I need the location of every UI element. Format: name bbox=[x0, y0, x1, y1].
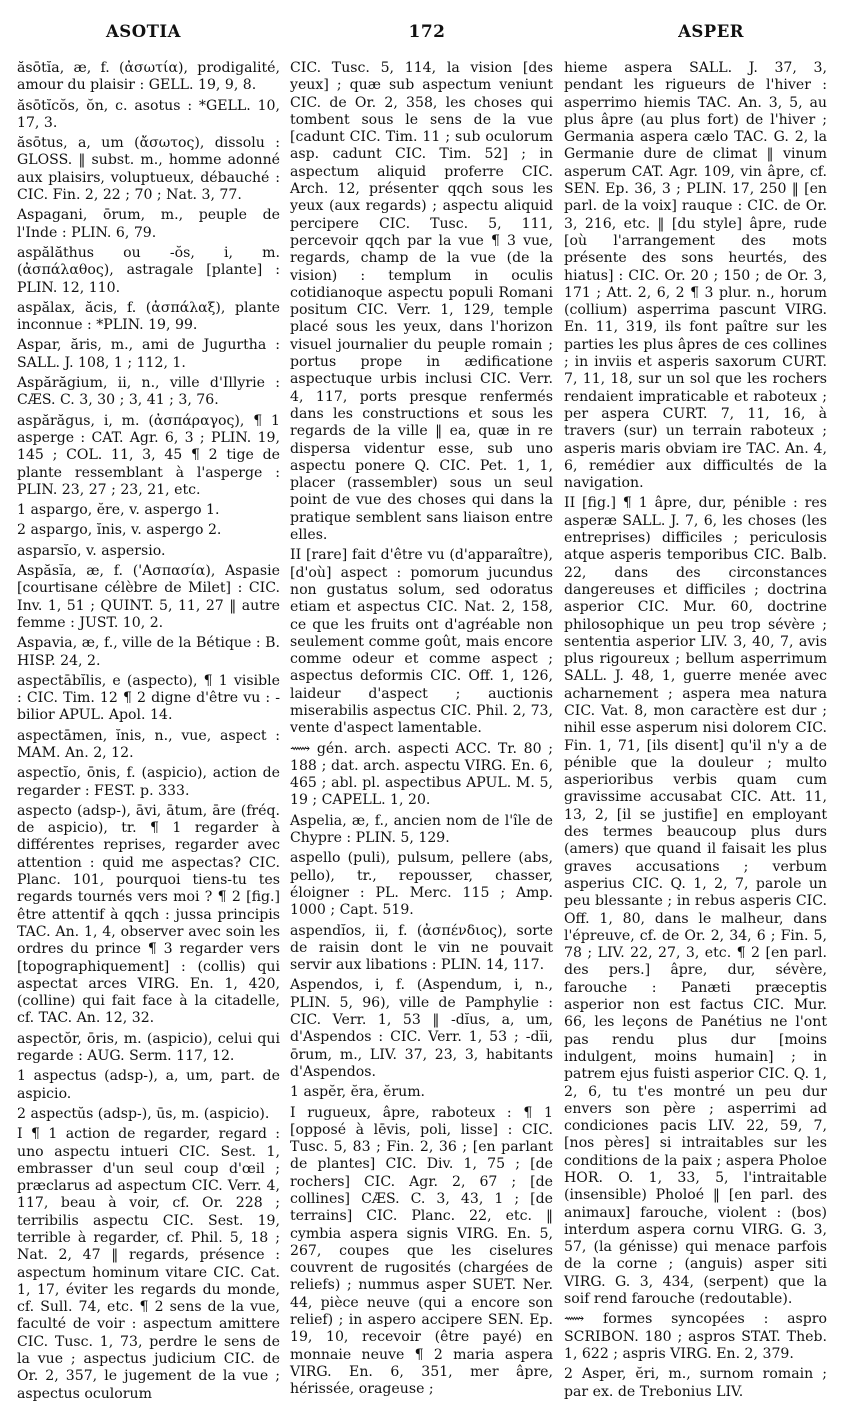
entry: aspello (puli), pulsum, pellere (abs, pello), tr., repousser, chasser, éloigner : PL. Merc. 115 ; Amp. 1000 ; Capt. 519. bbox=[290, 850, 553, 919]
entry: Aspendos, i, f. (Aspendum, i, n., PLIN. 5, 96), ville de Pamphylie : CIC. Verr. 1, 53 ‖ -dĭus, a, um, d'Aspendos : CIC. Verr. 1, 53 ; -dĭi, ōrum, m., LIV. 37, 23, 3, habitants d'Aspendos. bbox=[290, 977, 553, 1080]
entry: aspărăgus, i, m. (ἀσπάραγος), ¶ 1 asperge : CAT. Agr. 6, 3 ; PLIN. 19, 145 ; COL. 11, 3, 45 ¶ 2 tige de plante ressemblant à l'asperge : PLIN. 23, 27 ; 23, 21, etc. bbox=[17, 412, 280, 498]
entry: Aspavia, æ, f., ville de la Bétique : B. HISP. 24, 2. bbox=[17, 635, 280, 669]
entry: Aspelia, æ, f., ancien nom de l'île de Chypre : PLIN. 5, 129. bbox=[290, 812, 553, 847]
entry: CIC. Tusc. 5, 114, la vision [des yeux] ; quæ sub aspectum veniunt CIC. de Or. 2, 358, les choses qui tombent sous le sens de la vue [cadunt CIC. Tim. 11 ; sub oculorum asp. cadunt CIC. Tim. 52] ; in aspectum aliquid proferre CIC. Arch. 12, présenter qqch sous les yeux (aux regards) ; aspectu aliquid percipere CIC. Tusc. 5, 111, percevoir qqch par la vue ¶ 3 vue, regards, champ de la vue (de la vision) : templum in oculis cotidianoque aspectu populi Romani positum CIC. Verr. 1, 129, temple placé sous les yeux, dans l'horizon visuel journalier du peuple romain ; portus prope in ædificatione aspectuque urbis inclusi CIC. Verr. 4, 117, ports presque renfermés dans les constructions et sous les regards de la ville ‖ ea, quæ in re dispersa videntur esse, sub uno aspectu ponere Q. CIC. Pet. 1, 1, placer (rassembler) sous un seul point de vue des choses qui dans la pratique semblent sans liaison entre elles. bbox=[290, 60, 553, 544]
entry: ⟿ formes syncopées : aspro SCRIBON. 180 ; aspros STAT. Theb. 1, 622 ; aspris VIRG. En. 2, 379. bbox=[564, 1311, 827, 1362]
entry: 2 aspectŭs (adsp-), ūs, m. (aspicio). bbox=[17, 1105, 270, 1122]
entry: ăsōtĭcŏs, ŏn, c. asotus : *GELL. 10, 17, 3. bbox=[17, 97, 280, 131]
entry: asparsĭo, v. aspersio. bbox=[17, 542, 166, 559]
page-number: 172 bbox=[408, 22, 446, 42]
entry: ăsōtus, a, um (ἄσωτος), dissolu : GLOSS. ‖ subst. m., homme adonné aux plaisirs, voluptueux, débauché : CIC. Fin. 2, 22 ; 70 ; Nat. 3, 77. bbox=[17, 135, 280, 204]
column-3 bbox=[564, 60, 827, 1400]
running-head-left: ASOTIA bbox=[106, 22, 181, 41]
entry: aspectĭo, ōnis, f. (aspicio), action de regarder : FEST. p. 333. bbox=[17, 765, 280, 799]
running-head-right: ASPER bbox=[678, 22, 744, 41]
entry: aspectāmen, ĭnis, n., vue, aspect : MAM. An. 2, 12. bbox=[17, 727, 280, 761]
entry: aspecto (adsp-), āvi, ātum, āre (fréq. de aspicio), tr. ¶ 1 regarder à différentes reprises, regarder avec attention : quid me aspectas? CIC. Planc. 101, pourquoi tiens-tu tes regards tournés vers moi ? ¶ 2 [fig.] être attentif à qqch : jussa principis TAC. An. 1, 4, observer avec soin les ordres du prince ¶ 3 regarder vers [topographiquement] : (collis) qui aspectat arces VIRG. En. 1, 420, (colline) qui fait face à la citadelle, cf. TAC. An. 12, 32. bbox=[17, 802, 280, 1027]
column-2 bbox=[290, 60, 553, 1398]
entry: I rugueux, âpre, raboteux : ¶ 1 [opposé à lēvis, poli, lisse] : CIC. Tusc. 5, 83 ; Fin. 2, 36 ; [en parlant de plantes] CIC. Div. 1, 75 ; [de rochers] CIC. Agr. 2, 67 ; [de collines] CÆS. C. 3, 43, 1 ; [de terrains] CIC. Planc. 22, etc. ‖ cymbia aspera signis VIRG. En. 5, 267, coupes que les ciselures couvrent de rugosités (chargées de reliefs) ; nummus asper SUET. Ner. 44, pièce neuve (qui a encore son relief) ; in aspero accipere SEN. Ep. 19, 10, recevoir (être payé) en monnaie neuve ¶ 2 maria aspera VIRG. En. 6, 351, mer âpre, hérissée, orageuse ; bbox=[290, 1104, 553, 1398]
entry: Aspărăgium, ii, n., ville d'Illyrie : CÆS. C. 3, 30 ; 3, 41 ; 3, 76. bbox=[17, 375, 280, 409]
entry: II [rare] fait d'être vu (d'apparaître), [d'où] aspect : pomorum jucundus non gustatus solum, sed odoratus etiam et aspectus CIC. Nat. 2, 158, ce que les fruits ont d'agréable non seulement comme goût, mais encore comme odeur et comme aspect ; aspectus deformis CIC. Off. 1, 126, laideur d'aspect ; auctionis miserabilis aspectus CIC. Phil. 2, 73, vente d'aspect lamentable. bbox=[290, 547, 553, 737]
entry: 1 aspĕr, ĕra, ĕrum. bbox=[290, 1084, 426, 1101]
entry: 2 aspargo, ĭnis, v. aspergo 2. bbox=[17, 522, 222, 539]
entry: aspectŏr, ōris, m. (aspicio), celui qui regarde : AUG. Serm. 117, 12. bbox=[17, 1030, 280, 1065]
entry: I ¶ 1 action de regarder, regard : uno aspectu intueri CIC. Sest. 1, embrasser d'un seul coup d'œil ; præclarus ad aspectum CIC. Verr. 4, 117, beau à voir, cf. Or. 228 ; terribilis aspectu CIC. Sest. 19, terrible à regarder, cf. Phil. 5, 18 ; Nat. 2, 47 ‖ regards, présence : aspectum hominum vitare CIC. Cat. 1, 17, éviter les regards du monde, cf. Sull. 74, etc. ¶ 2 sens de la vue, faculté de voir : aspectum amittere CIC. Tusc. 1, 73, perdre le sens de la vue ; aspectus judicium CIC. de Or. 2, 357, le jugement de la vue ; aspectus oculorum bbox=[17, 1126, 280, 1402]
page-header bbox=[0, 0, 854, 58]
entry: 1 aspargo, ĕre, v. aspergo 1. bbox=[17, 502, 220, 519]
entry: 1 aspectus (adsp-), a, um, part. de aspicio. bbox=[17, 1068, 280, 1102]
column-1 bbox=[17, 60, 280, 1402]
entry: Aspagani, ōrum, m., peuple de l'Inde : PLIN. 6, 79. bbox=[17, 207, 280, 241]
entry: ăsōtĭa, æ, f. (ἀσωτία), prodigalité, amour du plaisir : GELL. 19, 9, 8. bbox=[17, 60, 280, 94]
entry: hieme aspera SALL. J. 37, 3, pendant les rigueurs de l'hiver : asperrimo hiemis TAC. An. 3, 5, au plus âpre (au plus fort) de l'hiver ; Germania aspera cælo TAC. G. 2, la Germanie dure de climat ‖ vinum asperum CAT. Agr. 109, vin âpre, cf. SEN. Ep. 36, 3 ; PLIN. 17, 250 ‖ [en parl. de la voix] rauque : CIC. de Or. 3, 216, etc. ‖ [du style] âpre, rude [où l'arrangement des mots présente des sons heurtés, des hiatus] : CIC. Or. 20 ; 150 ; de Or. 3, 171 ; Att. 2, 6, 2 ¶ 3 plur. n., horum (collium) asperrima pascunt VIRG. En. 11, 319, ils font paître sur les parties les plus âpres de ces collines ; in inviis et asperis saxorum CURT. 7, 11, 18, sur un sol que les rochers rendaient impraticable et raboteux ; per aspera CURT. 7, 11, 16, à travers (sur) un terrain raboteux ; asperis maris obviam ire TAC. An. 4, 6, remédier aux difficultés de la navigation. bbox=[564, 60, 827, 492]
entry: II [fig.] ¶ 1 âpre, dur, pénible : res asperæ SALL. J. 7, 6, les choses (les entreprises) difficiles ; periculosis atque asperis temporibus CIC. Balb. 22, dans des circonstances dangereuses et difficiles ; doctrina asperior CIC. Mur. 60, doctrine philosophique un peu trop sévère ; sententia asperior LIV. 3, 40, 7, avis plus rigoureux ; bellum asperrimum SALL. J. 48, 1, guerre menée avec acharnement ; aspera mea natura CIC. Vat. 8, mon caractère est dur ; nihil esse asperum nisi dolorem CIC. Fin. 1, 71, [ils disent] qu'il n'y a de pénible que la douleur ; multo asperioribus verbis quam cum gravissime accusabat CIC. Att. 11, 13, 2, [il se justifie] en employant des termes beaucoup plus durs (amers) que quand il faisait les plus graves accusations ; verbum asperius CIC. Q. 1, 2, 7, parole un peu blessante ; in rebus asperis CIC. Off. 1, 80, dans le malheur, dans l'épreuve, cf. de Or. 2, 34, 6 ; Fin. 5, 78 ; LIV. 22, 27, 3, etc. ¶ 2 [en parl. des pers.] âpre, dur, sévère, farouche : Panæti præceptis asperior non est factus CIC. Mur. 66, les leçons de Panétius ne l'ont pas rendu plus dur [moins indulgent, moins humain] ; in patrem ejus fuisti asperior CIC. Q. 1, 2, 6, tu t'es montré un peu dur envers son père ; asperrimi ad condiciones pacis LIV. 22, 59, 7, [nos pères] si intraitables sur les conditions de la paix ; aspera Pholoe HOR. O. 1, 33, 5, l'intraitable (insensible) Pholoé ‖ [en parl. des animaux] farouche, violent : (bos) interdum aspera cornu VIRG. G. 3, 57, (la génisse) qui menace parfois de la corne ; (anguis) asper siti VIRG. G. 3, 434, (serpent) que la soif rend farouche (redoutable). bbox=[564, 495, 827, 1308]
entry: aspectābĭlis, e (aspecto), ¶ 1 visible : CIC. Tim. 12 ¶ 2 digne d'être vu : -bilior APUL. Apol. 14. bbox=[17, 672, 280, 724]
entry: Aspăsĭa, æ, f. ('Ασπασία), Aspasie [courtisane célèbre de Milet] : CIC. Inv. 1, 51 ; QUINT. 5, 11, 27 ‖ autre femme : JUST. 10, 2. bbox=[17, 563, 280, 631]
entry: aspălăthus ou -ŏs, i, m. (ἀσπάλαθος), astragale [plante] : PLIN. 12, 110. bbox=[17, 244, 280, 296]
entry: 2 Asper, ĕri, m., surnom romain ; par ex. de Trebonius LIV. bbox=[564, 1366, 827, 1400]
entry: aspendĭos, ii, f. (ἀσπένδιος), sorte de raisin dont le vin ne pouvait servir aux libations : PLIN. 14, 117. bbox=[290, 922, 553, 974]
entry: Aspar, ăris, m., ami de Jugurtha : SALL. J. 108, 1 ; 112, 1. bbox=[17, 337, 280, 371]
entry: aspălax, ăcis, f. (ἀσπάλαξ), plante inconnue : *PLIN. 19, 99. bbox=[17, 299, 280, 334]
entry: ⟿ gén. arch. aspecti ACC. Tr. 80 ; 188 ; dat. arch. aspectu VIRG. En. 6, 465 ; abl. pl. aspectibus APUL. M. 5, 19 ; CAPELL. 1, 20. bbox=[290, 740, 553, 809]
